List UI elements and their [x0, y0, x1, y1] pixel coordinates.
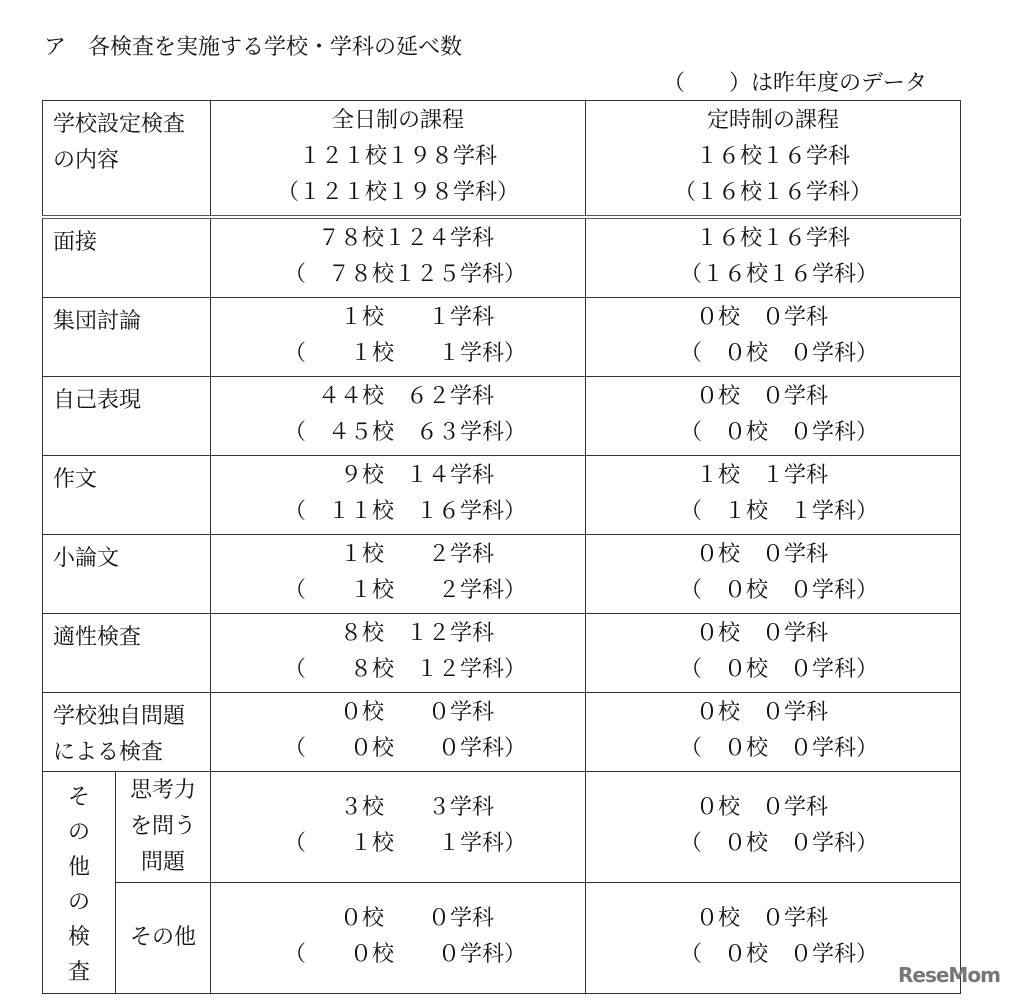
part-time-cell [586, 614, 961, 693]
full-previous: （ ７８校１２５学科） [284, 262, 527, 287]
full-current: ０校 ０学科 [318, 906, 495, 931]
full-time-cell [211, 772, 586, 883]
row-label: 集団討論 [43, 298, 211, 377]
part-time-cell [586, 456, 961, 535]
full-previous: （ ０校 ０学科） [284, 942, 527, 967]
full-time-cell [211, 456, 586, 535]
part-current: ０校 ０学科 [696, 795, 829, 820]
full-time-total-prev: （１２１校１９８学科） [277, 180, 520, 205]
part-previous: （ ０校 ０学科） [680, 942, 879, 967]
full-previous: （ ８校 １２学科） [284, 657, 527, 682]
row-label: 作文 [43, 456, 211, 535]
full-current: １校 ２学科 [318, 542, 495, 567]
part-previous: （ ０校 ０学科） [680, 657, 879, 682]
row-label: 自己表現 [43, 377, 211, 456]
table-row [43, 535, 961, 614]
full-current: ９校 １４学科 [318, 463, 495, 488]
part-time-cell [586, 377, 961, 456]
part-previous: （ ０校 ０学科） [680, 341, 879, 366]
full-previous: （ ４５校 ６３学科） [284, 420, 527, 445]
part-time-cell [586, 693, 961, 772]
exam-table [42, 100, 961, 994]
full-previous: （ １校 １学科） [284, 831, 527, 856]
part-current: １６校１６学科 [696, 226, 851, 251]
full-time-cell [211, 298, 586, 377]
full-current: ４４校 ６２学科 [318, 384, 495, 409]
part-previous: （ ０校 ０学科） [680, 831, 879, 856]
header-full-time [211, 101, 586, 218]
part-current: ０校 ０学科 [696, 305, 829, 330]
part-time-total: １６校１６学科 [696, 144, 851, 169]
table-row [43, 883, 961, 994]
part-previous: （ １校 １学科） [680, 499, 879, 524]
part-current: ０校 ０学科 [696, 384, 829, 409]
row-label: 小論文 [43, 535, 211, 614]
full-previous: （ １校 ２学科） [284, 578, 527, 603]
full-previous: （ １１校 １６学科） [284, 499, 527, 524]
row-label: 面接 [43, 217, 211, 298]
full-current: １校 １学科 [318, 305, 495, 330]
other-group-text: その他の検査 [67, 785, 90, 985]
table-row [43, 772, 961, 883]
full-time-cell [211, 883, 586, 994]
full-previous: （ １校 １学科） [284, 341, 527, 366]
full-previous: （ ０校 ０学科） [284, 736, 527, 761]
other-group-label [43, 772, 116, 994]
part-current: ０校 ０学科 [696, 700, 829, 725]
full-time-cell [211, 693, 586, 772]
part-time-cell [586, 298, 961, 377]
row-label: 学校独自問題による検査 [43, 693, 211, 772]
part-time-cell [586, 772, 961, 883]
part-previous: （ ０校 ０学科） [680, 420, 879, 445]
full-current: ０校 ０学科 [318, 700, 495, 725]
row-label: 適性検査 [43, 614, 211, 693]
header-label: 学校設定検査の内容 [43, 101, 211, 218]
full-time-cell [211, 377, 586, 456]
table-row [43, 298, 961, 377]
table-row [43, 456, 961, 535]
previous-year-note: （ ）は昨年度のデータ [663, 71, 928, 96]
part-time-name: 定時制の課程 [707, 108, 840, 133]
part-previous: （ ０校 ０学科） [680, 578, 879, 603]
row-label: 思考力を問う問題 [116, 772, 211, 883]
full-time-total: １２１校１９８学科 [299, 144, 498, 169]
header-row [43, 101, 961, 218]
table-row [43, 693, 961, 772]
full-time-name: 全日制の課程 [332, 108, 465, 133]
part-previous: （ ０校 ０学科） [680, 736, 879, 761]
part-time-cell [586, 217, 961, 298]
full-time-cell [211, 217, 586, 298]
row-label: その他 [116, 883, 211, 994]
resemom-logo: ReseMom [898, 963, 1000, 987]
part-current: ０校 ０学科 [696, 621, 829, 646]
full-current: ３校 ３学科 [318, 795, 495, 820]
header-part-time [586, 101, 961, 218]
table-row [43, 377, 961, 456]
part-current: １校 １学科 [696, 463, 829, 488]
part-current: ０校 ０学科 [696, 906, 829, 931]
table-row [43, 217, 961, 298]
table-row [43, 614, 961, 693]
full-time-cell [211, 535, 586, 614]
full-time-cell [211, 614, 586, 693]
part-current: ０校 ０学科 [696, 542, 829, 567]
part-time-total-prev: （１６校１６学科） [674, 180, 873, 205]
part-time-cell [586, 535, 961, 614]
part-previous: （１６校１６学科） [680, 262, 879, 287]
full-current: ８校 １２学科 [318, 621, 495, 646]
section-title: ア 各検査を実施する学校・学科の延べ数 [44, 35, 463, 60]
full-current: ７８校１２４学科 [318, 226, 495, 251]
